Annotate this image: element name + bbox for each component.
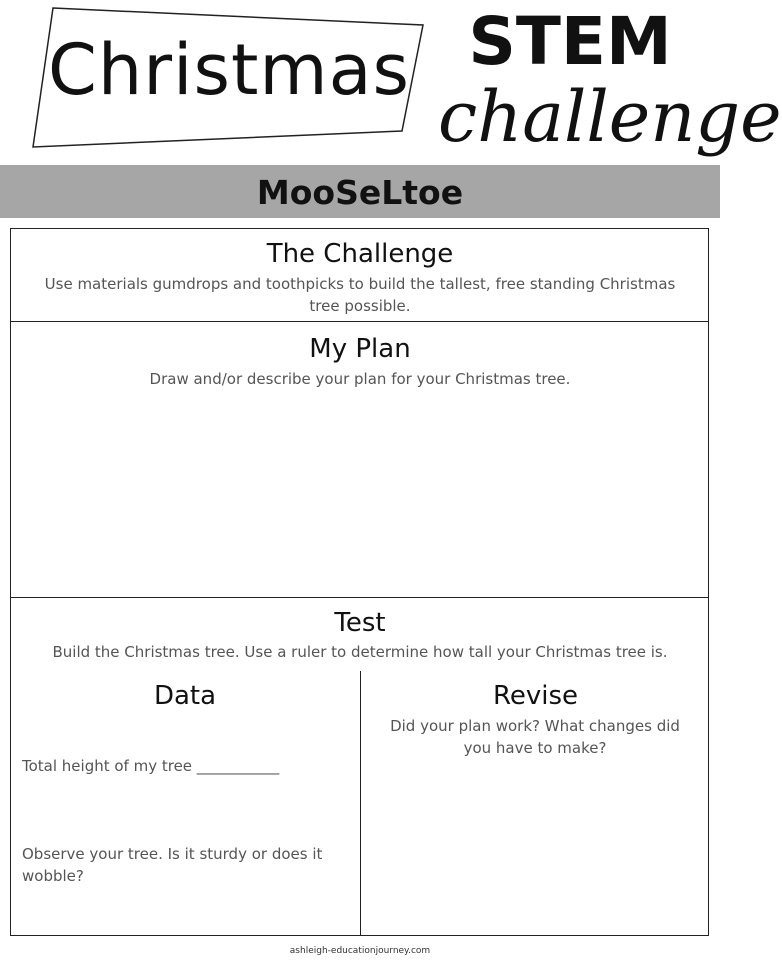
stem-heading: STEM xyxy=(468,3,672,80)
page-title: Christmas xyxy=(48,29,410,111)
test-description: Build the Christmas tree. Use a ruler to determine how tall your Christmas tree is. xyxy=(52,643,668,661)
banner-title: MooSeLtoe xyxy=(256,173,464,212)
challenge-heading: challenge xyxy=(438,76,782,158)
plan-section-heading: My Plan xyxy=(309,334,411,364)
challenge-section-heading: The Challenge xyxy=(266,239,454,269)
revise-description: Did your plan work? What changes did you have to make? xyxy=(390,717,680,757)
data-section-heading: Data xyxy=(153,681,217,711)
footer-credit: ashleigh-educationjourney.com xyxy=(289,946,431,956)
challenge-description: Use materials gumdrops and toothpicks to build the tallest, free standing Christmas tree possible. xyxy=(44,275,676,315)
divider-plan-test xyxy=(10,597,709,598)
plan-description: Draw and/or describe your plan for your Christmas tree. xyxy=(149,370,571,388)
divider-challenge-plan xyxy=(10,321,709,322)
test-section-heading: Test xyxy=(334,608,386,638)
revise-section-heading: Revise xyxy=(492,681,579,711)
tree-height-field: Total height of my tree ___________ xyxy=(22,757,280,775)
observe-prompt: Observe your tree. Is it sturdy or does it wobble? xyxy=(22,845,323,885)
